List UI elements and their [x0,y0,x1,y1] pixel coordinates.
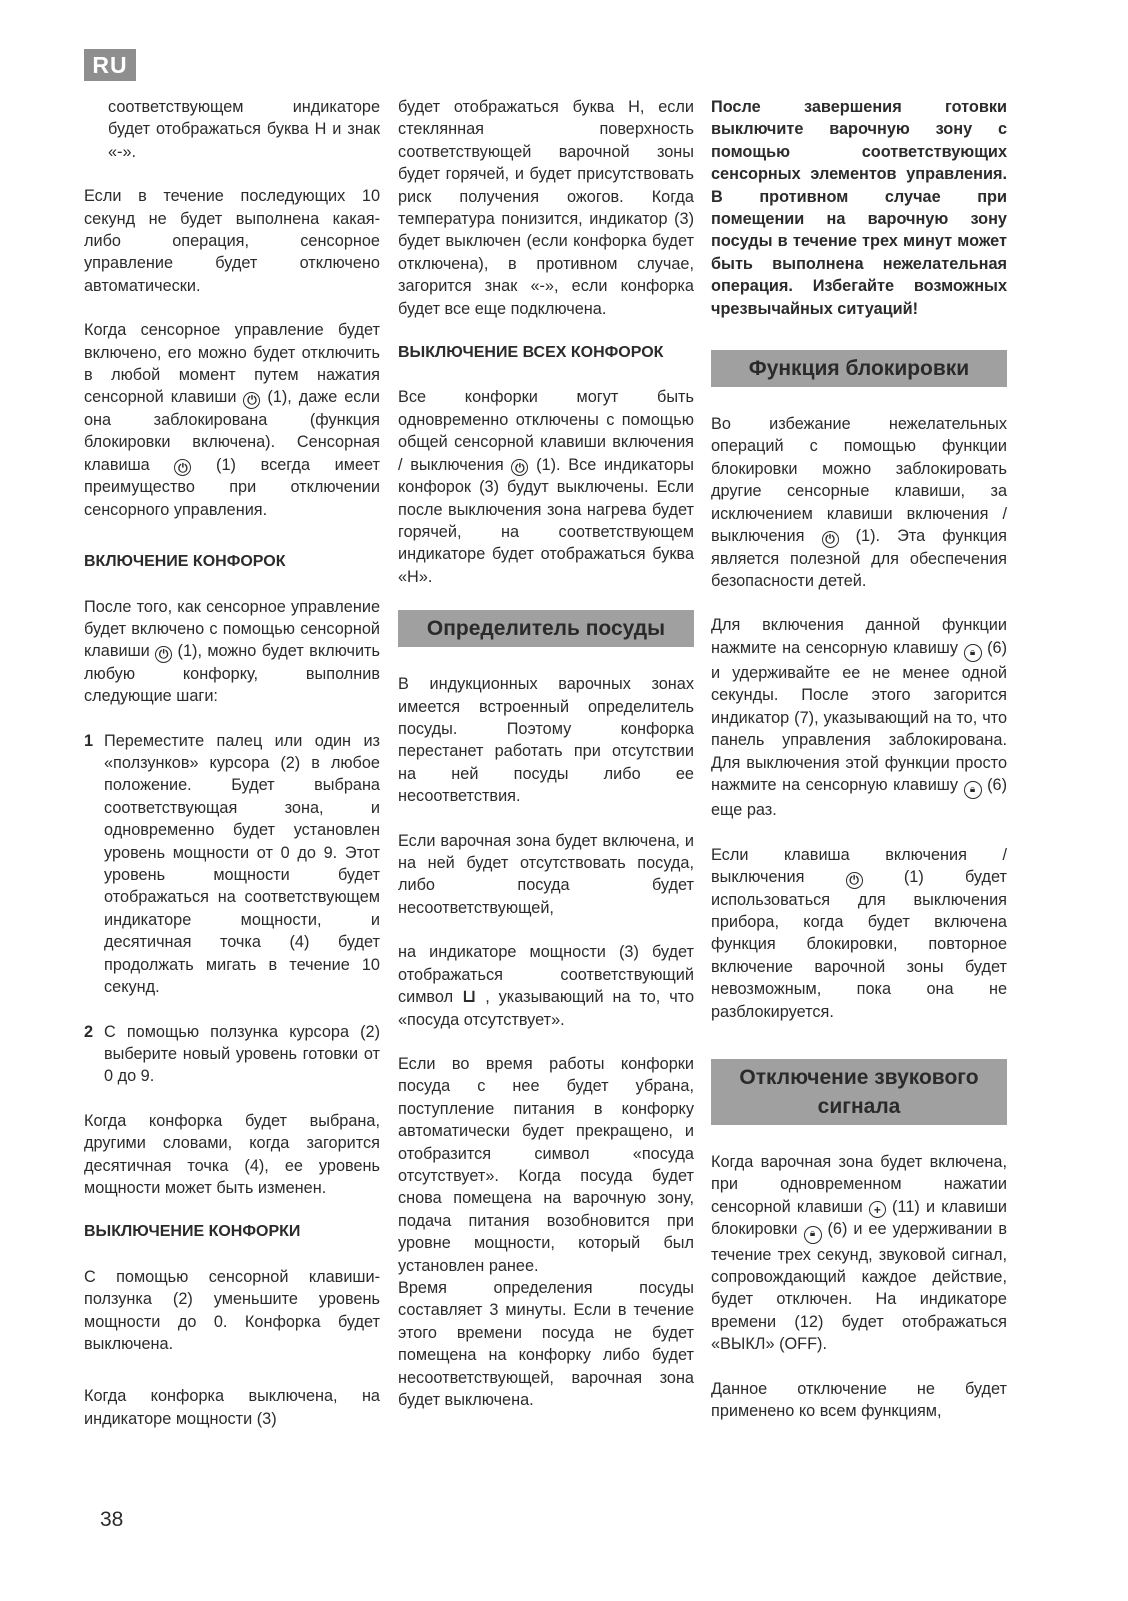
text: (1), даже если она заблокирована (функция блокировки включена). Сенсорная клавиша [84,388,381,474]
list-item [84,1021,380,1088]
list-number: 2 [84,1022,94,1041]
language-badge: RU [84,49,136,81]
paragraph: Если варочная зона будет включена, и на ней будет отсутствовать посуда, либо посуда будет несоответствующей, [398,831,694,917]
text: на индикаторе мощности (3) будет отображаться соответствующий символ [398,943,694,1007]
text: Если клавиша включения / выключения [711,845,1007,887]
page-number: 38 [100,1508,124,1531]
text: , указывающий на то, что «посуда отсутствует». [398,988,695,1029]
power-icon: ⏻ [511,459,528,476]
section-heading-pan-detector: Определитель посуды [398,610,694,647]
section-heading-lock: Функция блокировки [711,350,1007,387]
lock-icon: 🔒︎ [964,644,982,662]
column-1 [84,96,380,1452]
plus-icon: + [869,1201,886,1218]
paragraph [398,386,694,588]
paragraph: Если в течение последующих 10 секунд не будет выполнена какая-либо операция, сенсорное управление будет отключено автоматически. [84,187,380,295]
paragraph: Если во время работы конфорки посуда с нее будет убрана, поступление питания в конфорку автоматически будет прекращено, и отобразится символ «посуда отсутствует». Когда посуда будет снова помещена на варочную зону, подача питания возобновится при уровне мощности, который был установлен ранее. [398,1054,694,1275]
text: Во избежание нежелательных операций с помощью функции блокировки можно заблокировать другие сенсорные клавиши, за исключением клавиши включения / выключения [711,415,1007,546]
paragraph: Время определения посуды составляет 3 минуты. Если в течение этого времени посуда не будет помещена на конфорку либо будет несоответствующей, варочная зона будет выключена. [398,1278,694,1409]
power-icon: ⏻ [243,392,260,409]
lock-icon: 🔒︎ [964,781,982,799]
paragraph [711,1151,1007,1356]
paragraph: Когда конфорка будет выбрана, другими словами, когда загорится десятичная точка (4), ее уровень мощности может быть изменен. [84,1111,380,1197]
power-icon: ⏻ [155,646,172,663]
column-3 [711,96,1007,1444]
paragraph [711,844,1007,1023]
paragraph: будет отображаться буква H, если стеклянная поверхность соответствующей варочной зоны будет горячей, и будет присутствовать риск получения ожогов. Когда температура понизится, индикатор (3) будет выключен (если конфорка будет отключена), в противном случае, загорится знак «-», если конфорка будет все еще подключена. [398,98,694,318]
text: (11) и клавиши блокировки [711,1197,1007,1239]
text: (1) будет использоваться для выключения прибора, когда будет включена функция блокировки, повторное включение варочной зоны будет невозможным, пока она не разблокируется. [711,868,1007,1021]
paragraph: соответствующем индикаторе будет отображаться буква H и знак «-». [108,98,380,161]
paragraph: С помощью сенсорной клавиши-ползунка (2) уменьшите уровень мощности до 0. Конфорка будет выключена. [84,1267,380,1353]
paragraph [398,941,694,1031]
paragraph [84,596,380,708]
list-text: Переместите палец или один из «ползунков» курсора (2) в любое положение. Будет выбрана соответствующая зона, и одновременно будет установлен уровень мощности от 0 до 9. Этот уровень мощности будет отображаться на соответствующем индикаторе мощности, и десятичная точка (4) будет продолжать мигать в течение 10 секунд. [104,731,380,997]
power-icon: ⏻ [846,872,863,889]
subheading-all-off: ВЫКЛЮЧЕНИЕ ВСЕХ КОНФОРОК [398,344,664,362]
subheading-switch-off: ВЫКЛЮЧЕНИЕ КОНФОРКИ [84,1223,301,1241]
text: (1) всегда имеет преимущество при отключении сенсорного управления. [84,455,380,519]
text: Все конфорки могут быть одновременно отключены с помощью общей сенсорной клавиши включения / выключения [398,388,694,474]
paragraph: Данное отключение не будет применено ко всем функциям, [711,1379,1007,1420]
paragraph [711,614,1007,821]
text: Когда варочная зона будет включена, при одновременном нажатии сенсорной клавиши [711,1153,1007,1216]
column-2 [398,96,694,1433]
power-icon: ⏻ [822,531,839,548]
power-icon: ⏻ [174,459,191,476]
text: (6) и удерживайте ее не менее одной секунды. После этого загорится индикатор (7), указывающий на то, что панель управления заблокирована. Для выключения этой функции просто нажмите на сенсорную клавишу [711,638,1007,795]
text: (6) и ее удерживании в течение трех секунд, звуковой сигнал, сопровождающий каждое действие, будет отключен. На индикаторе времени (12) будет отображаться «ВЫКЛ» (OFF). [711,1220,1007,1354]
text: После того, как сенсорное управление будет включено с помощью сенсорной клавиши [84,597,380,661]
paragraph: В индукционных варочных зонах имеется встроенный определитель посуды. Поэтому конфорка перестанет работать при отсутствии на ней посуды либо ее несоответствия. [398,675,694,806]
paragraph [84,319,380,521]
text: (1). Все индикаторы конфорок (3) будут выключены. Если после выключения зона нагрева будет горячей, на соответствующем индикаторе будет отображаться буква «H». [398,455,694,586]
no-pan-symbol-icon: ⊔ [462,986,477,1008]
text: (6) еще раз. [711,776,1007,820]
text: (1), можно будет включить любую конфорку, выполнив следующие шаги: [84,642,380,706]
warning-text: После завершения готовки выключите варочную зону с помощью соответствующих сенсорных элементов управления. В противном случае при помещении на варочную зону посуды в течение трех минут может быть выполнена нежелательная операция. Избегайте возможных чрезвычайных ситуаций! [711,98,1007,318]
list-item [84,730,380,999]
text: Когда сенсорное управление будет включено, его можно будет отключить в любой момент путем нажатия сенсорной клавиши [84,321,380,407]
section-heading-sound-off: Отключение звукового сигнала [711,1059,1007,1125]
list-number: 1 [84,731,94,750]
list-text: С помощью ползунка курсора (2) выберите новый уровень готовки от 0 до 9. [104,1022,380,1086]
paragraph [711,413,1007,592]
text: Для включения данной функции нажмите на сенсорную клавишу [711,616,1007,657]
lock-icon: 🔒︎ [804,1226,822,1244]
subheading-switch-on: ВКЛЮЧЕНИЕ КОНФОРОК [84,553,286,571]
text: (1). Эта функция является полезной для обеспечения безопасности детей. [711,527,1007,590]
paragraph: Когда конфорка выключена, на индикаторе мощности (3) [84,1387,380,1428]
